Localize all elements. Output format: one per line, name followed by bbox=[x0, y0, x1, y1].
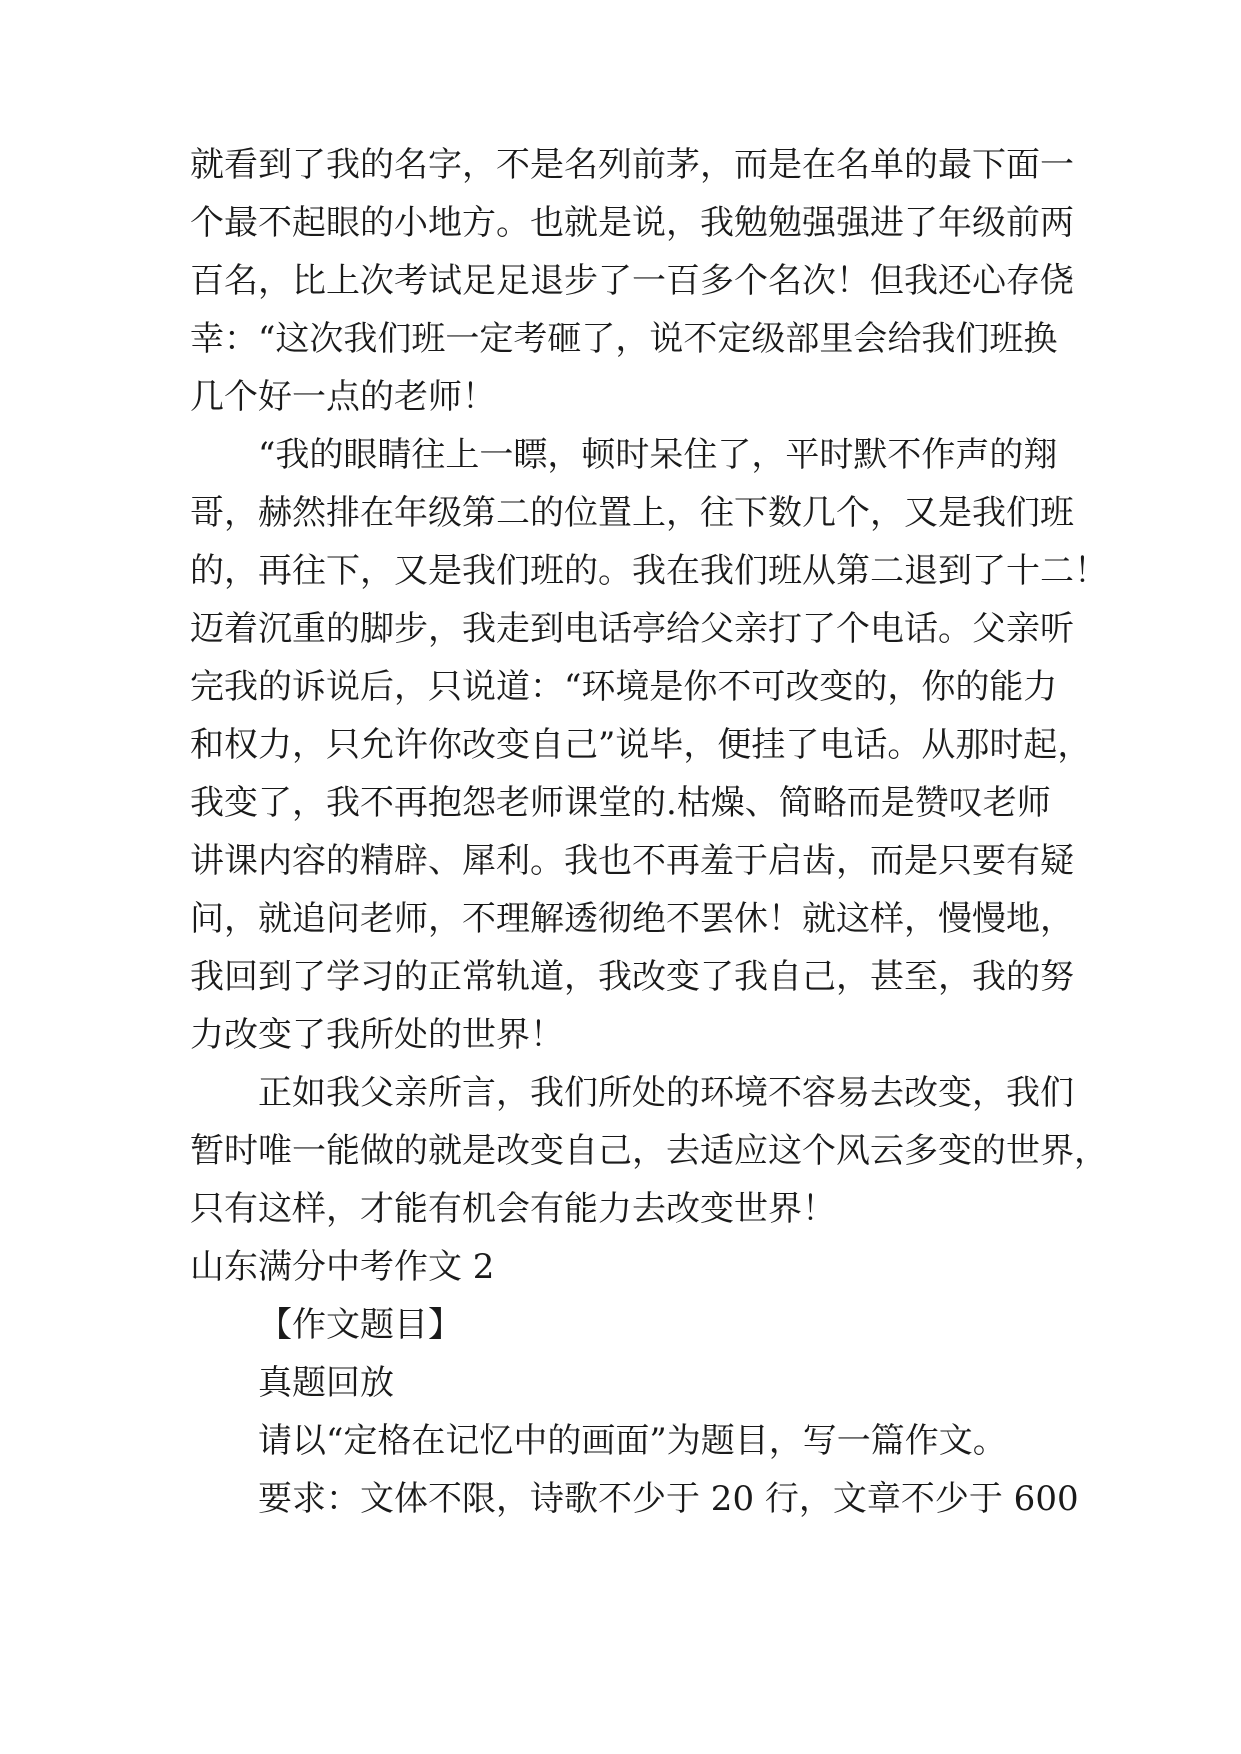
body-line-4: 幸：“这次我们班一定考砸了，说不定级部里会给我们班换 bbox=[190, 319, 1058, 359]
section-title: 山东满分中考作文 2 bbox=[190, 1247, 495, 1287]
body-line-9: 迈着沉重的脚步，我走到电话亭给父亲打了个电话。父亲听 bbox=[190, 609, 1074, 649]
body-line-10: 完我的诉说后，只说道：“环境是你不可改变的，你的能力 bbox=[190, 667, 1058, 707]
body-line-13: 讲课内容的精辟、犀利。我也不再羞于启齿，而是只要有疑 bbox=[190, 841, 1074, 881]
prompt-text: 请以“定格在记忆中的画面”为题目，写一篇作文。 bbox=[258, 1421, 1007, 1461]
body-line-7: 哥，赫然排在年级第二的位置上，往下数几个，又是我们班 bbox=[190, 493, 1074, 533]
body-line-2: 个最不起眼的小地方。也就是说，我勉勉强强进了年级前两 bbox=[190, 203, 1074, 243]
requirements-text: 要求：文体不限，诗歌不少于 20 行，文章不少于 600 bbox=[258, 1479, 1079, 1519]
body-line-19: 只有这样，才能有机会有能力去改变世界！ bbox=[190, 1189, 836, 1229]
body-line-11: 和权力，只允许你改变自己”说毕，便挂了电话。从那时起， bbox=[190, 725, 1092, 765]
body-line-1: 就看到了我的名字，不是名列前茅，而是在名单的最下面一 bbox=[190, 145, 1074, 185]
body-line-3: 百名，比上次考试足足退步了一百多个名次！但我还心存侥 bbox=[190, 261, 1074, 301]
body-line-16: 力改变了我所处的世界！ bbox=[190, 1015, 564, 1055]
body-line-8: 的，再往下，又是我们班的。我在我们班从第二退到了十二！ bbox=[190, 551, 1108, 591]
body-line-5: 几个好一点的老师！ bbox=[190, 377, 496, 417]
body-line-12: 我变了，我不再抱怨老师课堂的.枯燥、简略而是赞叹老师 bbox=[190, 783, 1051, 823]
body-line-15: 我回到了学习的正常轨道，我改变了我自己，甚至，我的努 bbox=[190, 957, 1074, 997]
paragraph-2-line-1: “我的眼睛往上一瞟，顿时呆住了，平时默不作声的翔 bbox=[258, 435, 1058, 475]
paragraph-3-line-1: 正如我父亲所言，我们所处的环境不容易去改变，我们 bbox=[258, 1073, 1074, 1113]
question-review-label: 真题回放 bbox=[258, 1363, 394, 1403]
body-line-18: 暂时唯一能做的就是改变自己，去适应这个风云多变的世界， bbox=[190, 1131, 1108, 1171]
essay-topic-heading: 【作文题目】 bbox=[258, 1305, 462, 1345]
body-line-14: 问，就追问老师，不理解透彻绝不罢休！就这样，慢慢地， bbox=[190, 899, 1074, 939]
